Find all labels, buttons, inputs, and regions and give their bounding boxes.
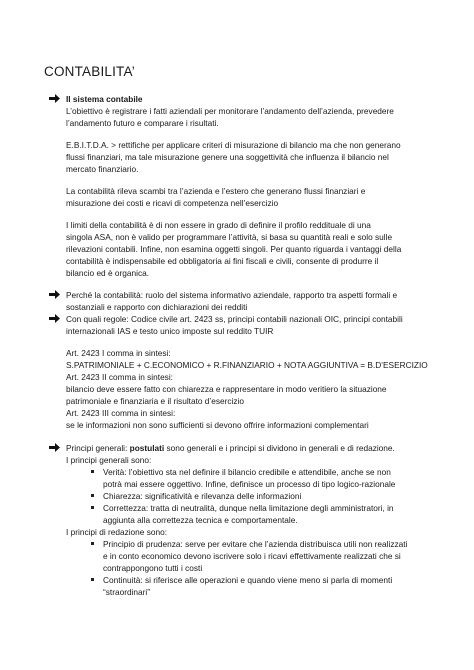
text-line: singola ASA, non è valido per programmare l’attività, si basa su quantità reali e solo sulle [66,232,393,242]
text-line: Principi generali: postulati sono generali e i principi si dividono in generali e di redazione. [66,443,395,453]
text-line: I limiti della contabilità è di non essere in grado di definire il profilo reddituale di una [66,220,371,230]
text-line: patrimoniale e finanziaria e il risultato d’esercizio [66,396,245,406]
arrow-bullet-icon [49,443,60,452]
text-line: Art. 2423 III comma in sintesi: [66,408,176,418]
text-line: Art. 2423 I comma in sintesi: [66,348,171,358]
text-line: mercato finanziario. [66,164,139,174]
bullet-square-icon [91,542,94,545]
bullet-square-icon [91,506,94,509]
bullet-square-icon [91,494,94,497]
section-heading: Il sistema contabile [66,94,143,104]
arrow-bullet-icon [49,314,60,323]
list-item-line: Verità: l’obiettivo sta nel definire il bilancio credibile e attendibile, anche se non [103,467,391,477]
list-item-line: contrappongono tutti i costi [103,563,203,573]
text-line: se le informazioni non sono sufficienti si devono offrire informazioni complementari [66,420,369,430]
text-line: Art. 2423 II comma in sintesi: [66,372,173,382]
list-item-line: “straordinari” [103,587,151,597]
text-line: sostanziali e rapporto con dichiarazioni dei redditi [66,302,248,312]
page-title: CONTABILITA’ [44,64,135,79]
text-line: rilevazioni contabili. Infine, non esamina oggetti singoli. Per quanto riguarda i vantaggi della [66,244,402,254]
list-item-line: Continuità: si riferisce alle operazioni e quando viene meno si parla di momenti [103,575,393,585]
text-line: I principi di redazione sono: [66,527,168,537]
text-line: E.B.I.T.D.A. > rettifiche per applicare criteri di misurazione di bilancio ma che non generano [66,140,401,150]
list-item-line: Correttezza: tratta di neutralità, dunque nella limitazione degli amministratori, in [103,503,394,513]
text-line: misurazione dei costi e ricavi di competenza nell’esercizio [66,198,279,208]
text-line: L’obiettivo è registrare i fatti aziendali per monitorare l’andamento dell’azienda, prevedere [66,106,394,116]
list-item-line: Chiarezza: significatività e rilevanza delle informazioni [103,491,302,501]
text-line: Con quali regole: Codice civile art. 2423 ss, principi contabili nazionali OIC, principi contabili [66,314,403,324]
list-item-line: potrà mai essere oggettivo. Infine, definisce un processo di tipo logico-razionale [103,479,396,489]
list-item-line: Principio di prudenza: serve per evitare che l’azienda distribuisca utili non realizzati [103,539,408,549]
list-item-line: e in conto economico devono iscrivere solo i ricavi effettivamente realizzati che si [103,551,401,561]
bullet-square-icon [91,470,94,473]
text-line: Perché la contabilità: ruolo del sistema informativo aziendale, rapporto tra aspetti formali e [66,290,398,300]
arrow-bullet-icon [49,94,60,103]
text-line: bilancio ed è organica. [66,268,150,278]
arrow-bullet-icon [49,290,60,299]
text-line: internazionali IAS e testo unico imposte sul reddito TUIR [66,326,274,336]
text-line: l’andamento futuro e comparare i risultati. [66,118,219,128]
text-line: contabilità è indispensabile ed obbligatoria ai fini fiscali e civili, consente di produrre il [66,256,379,266]
list-item-line: aggiunta alla correttezza tecnica e comportamentale. [103,515,298,525]
text-line: La contabilità rileva scambi tra l’azienda e l’estero che generano flussi finanziari e [66,186,366,196]
text-line: I principi generali sono: [66,455,152,465]
text-line: flussi finanziari, ma tale misurazione genere una soggettività che influenza il bilancio nel [66,152,389,162]
bullet-square-icon [91,578,94,581]
text-line: bilancio deve essere fatto con chiarezza e rappresentare in modo veritiero la situazione [66,384,387,394]
text-line: S.PATRIMONIALE + C.ECONOMICO + R.FINANZIARIO + NOTA AGGIUNTIVA = B.D’ESERCIZIO [66,360,428,370]
